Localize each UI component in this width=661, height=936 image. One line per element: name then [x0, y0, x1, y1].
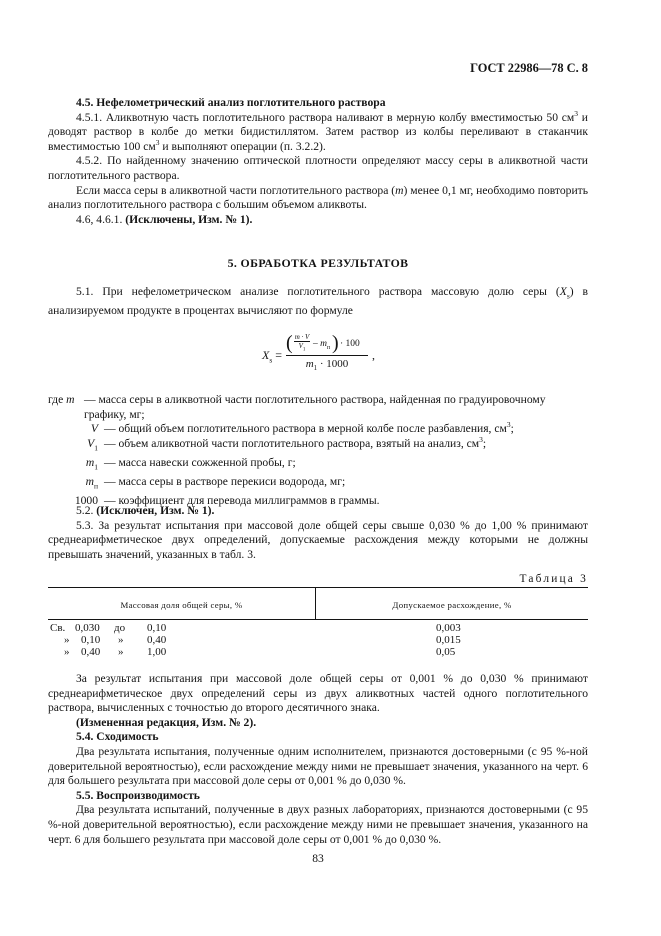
heading-5-5: 5.5. Воспроизводимость — [76, 788, 200, 802]
para-4-6: 4.6, 4.6.1. (Исключены, Изм. № 1). — [76, 212, 253, 226]
para-5-4: Два результата испытания, полученные одним исполнителем, признаются достоверными (с 95 %-ной доверительной вероятностью), если расхождение между ними не превышает значения, указанного на черт. 6 для большего результата при массовой доле серы от 0,001 % до 0,030 %. — [48, 744, 588, 788]
table-header-col2: Допускаемое расхождение, % — [392, 600, 512, 610]
table-header-col1: Массовая доля общей серы, % — [120, 600, 243, 610]
table-cell-value: 0,015 — [436, 634, 461, 646]
legend-item: V — общий объем поглотительного раствора в мерной колбе после разбавления, $см^3$; — [90, 420, 514, 436]
formula-legend — [48, 393, 588, 508]
legend-item: $m_п$ — масса серы в растворе перекиси водорода, мг; — [85, 474, 346, 490]
para-low-sulfur: За результат испытания при массовой доле общей серы от 0,001 % до 0,030 % принимают среднеарифметическое двух определений серы из двух аликвотных частей одного поглотительного раствора, вычисленных с точностью до второго десятичного знака. — [48, 672, 588, 715]
amendment-note: (Измененная редакция, Изм. № 2). — [76, 715, 257, 729]
formula-comma: , — [372, 348, 375, 362]
table-top-rule — [48, 587, 588, 588]
inner-fraction: m · V $V_1$ — [294, 333, 310, 353]
minus-mp: – $m_п$ — [313, 339, 331, 351]
legend-item: $m_1$ — масса навески сожженной пробы, г; — [85, 455, 296, 471]
para-5-5: Два результата испытаний, полученные в двух разных лабораториях, признаются достоверными (с 95 %-ной доверительной вероятностью), если расхождение между ними не превышает значения, указанного на черт. 6 для большего результата при массовой доле серы от 0,001 % до 0,030 %. — [48, 803, 588, 846]
para-4-5-1: 4.5.1. Аликвотную часть поглотительного раствора наливают в мерную колбу вместимостью 50 $см^3$ и доводят раствор в колбе до метки бидистиллятом. Затем раствор из колбы переливают в стаканчик вместимостью 100 $см^3$ и выполняют операции (п. 3.2.2). — [48, 108, 588, 153]
para-5-3: 5.3. За результат испытания при массовой доле общей серы свыше 0,030 % до 1,00 % принимают среднеарифметическое двух определений, допускаемые расхождения между которыми не должны превышать значений, указанных в табл. 3. — [48, 518, 588, 561]
legend-item: где m — масса серы в аликвотной части поглотительного раствора, найденная по градуировочному графику, мг; — [48, 393, 546, 421]
formula-denominator: $m_1 \cdot 1000$ — [305, 358, 349, 373]
paren-left: ( — [286, 332, 293, 354]
table-caption: Таблица 3 — [519, 573, 588, 585]
table-cell-value: 0,05 — [436, 646, 456, 658]
page-header: ГОСТ 22986—78 С. 8 — [470, 61, 588, 75]
formula-xs — [262, 332, 392, 374]
para-4-5-2: 4.5.2. По найденному значению оптической плотности определяют массу серы в аликвотной части поглотительного раствора. — [48, 154, 588, 182]
legend-item: $V_1$ — объем аликвотной части поглотительного раствора, взятый на анализ, $см^3$; — [87, 434, 487, 453]
formula-lhs: $X_s$ = — [262, 348, 283, 365]
legend-item: 1000 — коэффициент для перевода миллиграммов в граммы. — [74, 493, 380, 507]
section-4-5 — [48, 96, 588, 227]
times-100: · 100 — [340, 339, 360, 349]
section-5-title: 5. ОБРАБОТКА РЕЗУЛЬТАТОВ — [227, 256, 409, 270]
table-header-rule — [48, 619, 588, 620]
para-5-1: 5.1. При нефелометрическом анализе поглотительного раствора массовую долю серы $(X_s)$ в анализируемом продукте в процентах вычисляют по формуле — [48, 285, 589, 317]
para-4-5-3: Если масса серы в аликвотной части поглотительного раствора (m) менее 0,1 мг, необходимо повторить анализ поглотительного раствора с большим объемом аликвоты. — [48, 183, 588, 212]
fraction-bar — [286, 355, 368, 356]
para-5-2: 5.2. (Исключен, Изм. № 1). — [76, 504, 215, 517]
formula-numerator — [286, 332, 366, 354]
paren-right: ) — [332, 332, 339, 354]
page-number: 83 — [312, 852, 324, 865]
section-5-2-5-3 — [48, 504, 588, 562]
heading-4-5: 4.5. Нефелометрический анализ поглотительного раствора — [76, 96, 386, 109]
section-after-table — [48, 672, 588, 847]
table-cell-value: 0,003 — [436, 622, 461, 634]
document-page: ГОСТ 22986—78 С. 8 4.5. Нефелометрический анализ поглотительного раствора 4.5.1. Аликвотную часть поглотительного раствора наливают в мерную колбу вместимостью 50 $см^3$ и доводят раствор в колбе до метки бидистиллятом. Затем раствор из колбы переливают в стаканчик вместимостью 100 $см^3$ и выполняют операции (п. 3.2.2). 4.5.2. По найденному значению оптической плотности определяют массу серы в аликвотной части поглотительного раствора. Если масса серы в аликвотной части поглотительного раствора (m) менее 0,1 мг, необходимо повторить анализ поглотительного раствора с большим объемом аликвоты. 4.6, 4.6.1. (Исключены, Изм. № 1). 5. ОБРАБОТКА РЕЗУЛЬТАТОВ 5.1. При нефелометрическом анализе поглотительного раствора массовую долю серы $(X_s)$ в анализируемом продукте в процентах вычисляют по формуле $X_s$ = ( m · V $V_1$ – $m_п$ ) · 100 $m_1 \cdot 1000$ , где m — масса серы в аликвотной части поглотительного раствора, найденная по градуировочному графику, мг; V — общий объем поглотительного раствора в мерной колбе после разбавления, $см^3$; $V_1$ — объем аликвотной части поглотительного раствора, взятый на анализ, $см^3$; $m_1$ — масса навески сожженной пробы, г; $m_п$ — масса серы в растворе перекиси водорода, мг; 1000 — коэффициент для перевода миллиграммов в граммы. 5.2. (Исключен, Изм. № 1). 5.3. За результат испытания при массовой доле общей серы свыше 0,030 % до 1,00 % принимают среднеарифметическое двух определений, допускаемые расхождения между которыми не должны превышать значений, указанных в табл. 3. Таблица 3 Массовая доля общей серы, % Допускаемое расхождение, % Св. 0,030 до 0,10 0,003 » 0,10 » 0,40 0,015 » 0,40 » 1,00 0,05 За результат испытания при массовой доле общей серы от 0,001 % до 0,030 % принимают среднеарифметическое двух определений серы из двух аликвотных частей одного поглотительного раствора, вычисленных с точностью до второго десятичного знака. (Измененная редакция, Изм. № 2). 5.4. Сходимость Два результата испытания, полученные одним исполнителем, признаются достоверными (с 95 %-ной доверительной вероятностью), если расхождение между ними не превышает значения, указанного на черт. 6 для большего результата при массовой доле серы от 0,001 % до 0,030 %. 5.5. Воспроизводимость Два результата испытаний, полученные в двух разных лабораториях, признаются достоверными (с 95 %-ной доверительной вероятностью), если расхождение между ними не превышает значения, указанного на черт. 6 для большего результата при массовой доле серы от 0,001 % до 0,030 %. 83 — [48, 61, 589, 865]
heading-5-4: 5.4. Сходимость — [76, 730, 159, 744]
